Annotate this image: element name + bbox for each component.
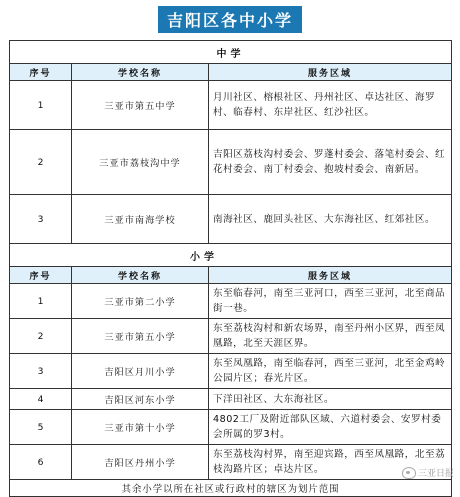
primary-school-section-title: 小学 (10, 244, 452, 267)
watermark (402, 466, 454, 479)
row-area: 下洋田社区、大东海社区。 (209, 389, 452, 410)
row-school: 吉阳区月川小学 (72, 354, 209, 389)
row-num: 2 (10, 319, 72, 354)
row-num: 3 (10, 354, 72, 389)
row-area: 月川社区、榕根社区、丹州社区、卓达社区、海罗村、临春村、东岸社区、红沙社区。 (209, 81, 452, 130)
row-school: 三亚市南海学校 (72, 195, 209, 244)
row-num: 3 (10, 195, 72, 244)
header-num: 序号 (10, 267, 72, 284)
row-area: 东至临春河，南至三亚河口，西至三亚河，北至商品街一巷。 (209, 284, 452, 319)
header-area: 服务区域 (209, 64, 452, 81)
row-school: 三亚市第五中学 (72, 81, 209, 130)
row-school: 三亚市第二小学 (72, 284, 209, 319)
row-school: 三亚市荔枝沟中学 (72, 130, 209, 195)
page-title: 吉阳区各中小学 (158, 6, 302, 33)
row-area: 东至凤凰路，南至临春河，西至三亚河，北至金鸡岭公园片区；春光片区。 (209, 354, 452, 389)
table-row (10, 284, 452, 319)
middle-header-row (10, 64, 452, 81)
row-school: 三亚市第十小学 (72, 410, 209, 445)
row-num: 4 (10, 389, 72, 410)
footer-row (10, 480, 452, 497)
row-area: 东至荔枝沟村界，南至迎宾路，西至凤凰路，北至荔枝沟路片区；卓达片区。 (209, 445, 452, 480)
header-num: 序号 (10, 64, 72, 81)
row-num: 6 (10, 445, 72, 480)
primary-school-section-row (10, 244, 452, 267)
row-school: 吉阳区河东小学 (72, 389, 209, 410)
table-row (10, 445, 452, 480)
weibo-icon (402, 467, 416, 479)
row-area: 吉阳区荔枝沟村委会、罗蓬村委会、落笔村委会、红花村委会、南丁村委会、抱坡村委会、南新居。 (209, 130, 452, 195)
table-row (10, 389, 452, 410)
row-school: 吉阳区丹州小学 (72, 445, 209, 480)
middle-school-section-title: 中学 (10, 41, 452, 64)
header-school: 学校名称 (72, 64, 209, 81)
header-school: 学校名称 (72, 267, 209, 284)
school-district-table (9, 40, 452, 497)
row-num: 2 (10, 130, 72, 195)
row-num: 1 (10, 284, 72, 319)
table-row (10, 410, 452, 445)
table-row (10, 319, 452, 354)
row-area: 东至荔枝沟村和新农场界，南至丹州小区界，西至凤凰路，北至天涯区界。 (209, 319, 452, 354)
footer-note: 其余小学以所在社区或行政村的辖区为划片范围 (10, 480, 452, 497)
table-row (10, 130, 452, 195)
table-row (10, 195, 452, 244)
row-area: 南海社区、鹿回头社区、大东海社区、红郊社区。 (209, 195, 452, 244)
row-num: 1 (10, 81, 72, 130)
row-area: 4802工厂及附近部队区域、六道村委会、安罗村委会所属的罗3村。 (209, 410, 452, 445)
table-row (10, 354, 452, 389)
primary-header-row (10, 267, 452, 284)
table-row (10, 81, 452, 130)
watermark-text: 三亚日报 (417, 469, 454, 479)
header-area: 服务区域 (209, 267, 452, 284)
middle-school-section-row (10, 41, 452, 64)
row-num: 5 (10, 410, 72, 445)
row-school: 三亚市第五小学 (72, 319, 209, 354)
